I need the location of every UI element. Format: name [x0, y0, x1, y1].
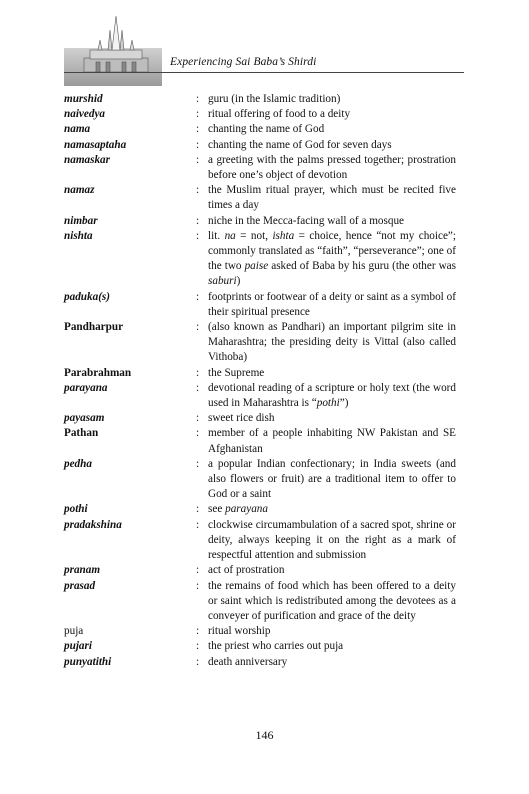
definition-text: = not, — [235, 229, 273, 242]
entry-separator: : — [196, 290, 200, 303]
glossary-term: Pathan — [64, 427, 99, 440]
glossary-term: payasam — [64, 412, 105, 425]
entry-separator: : — [196, 503, 200, 516]
glossary-entry — [64, 426, 456, 456]
entry-separator: : — [196, 427, 200, 440]
glossary-entry — [64, 138, 456, 153]
glossary-term: nishta — [64, 229, 93, 242]
glossary-entry — [64, 381, 456, 411]
definition-text: clockwise circumambulation of a sacred spot, shrine or deity, always keeping it on the right as a mark of respectful attention and submission — [208, 518, 456, 562]
definition-text: a greeting with the palms pressed together; prostration before one’s object of devotion — [208, 153, 456, 182]
entry-separator: : — [196, 366, 200, 379]
glossary-entry — [64, 183, 456, 213]
glossary-entry — [64, 107, 456, 122]
entry-separator: : — [196, 625, 200, 638]
definition-text: ritual worship — [208, 625, 271, 638]
header-rule — [64, 72, 464, 73]
glossary-entry — [64, 502, 456, 517]
definition-text: devotional reading of a scripture or holy text (the word used in Maharashtra is “ — [208, 381, 456, 410]
glossary-definition — [208, 320, 456, 366]
glossary-entry — [64, 563, 456, 578]
glossary-definition — [208, 107, 456, 122]
entry-separator: : — [196, 123, 200, 136]
glossary-definition — [208, 411, 456, 426]
page-number: 146 — [255, 728, 274, 742]
definition-italic-term: paise — [244, 260, 269, 273]
entry-separator: : — [196, 229, 200, 242]
definition-text: the priest who carries out puja — [208, 640, 344, 653]
entry-separator: : — [196, 518, 200, 531]
header-title: Experiencing Sai Baba’s Shirdi — [170, 56, 317, 68]
glossary-term: parayana — [64, 381, 108, 394]
glossary-definition — [208, 502, 456, 517]
glossary-definition — [208, 639, 456, 654]
entry-separator: : — [196, 381, 200, 394]
definition-text: the Supreme — [208, 366, 265, 379]
entry-separator: : — [196, 579, 200, 592]
definition-text: death anniversary — [208, 655, 288, 668]
glossary-term: pujari — [64, 640, 92, 653]
entry-separator: : — [196, 214, 200, 227]
glossary-term: pothi — [64, 503, 88, 516]
entry-separator: : — [196, 108, 200, 121]
definition-text: ”) — [339, 397, 349, 410]
definition-text: lit. — [208, 229, 225, 242]
glossary-entry — [64, 320, 456, 366]
glossary-term: namaskar — [64, 153, 111, 166]
glossary-term: nimbar — [64, 214, 98, 227]
definition-text: the remains of food which has been offered to a deity or saint which is redistributed among the devotees as a conveyer of purification and grace of the deity — [208, 579, 456, 622]
definition-text: (also known as Pandhari) an important pilgrim site in Maharashtra; the presiding deity is Vittal (also called Vithoba) — [208, 321, 456, 364]
entry-separator: : — [196, 153, 200, 166]
glossary-definition — [208, 290, 456, 320]
glossary-definition — [208, 457, 456, 503]
glossary-entry — [64, 624, 456, 639]
entry-separator: : — [196, 93, 200, 105]
definition-italic-term: ishta — [272, 229, 295, 242]
definition-italic-term: parayana — [225, 503, 268, 516]
temple-icon — [76, 14, 156, 76]
definition-text: ) — [236, 275, 241, 288]
glossary-term: Pandharpur — [64, 321, 124, 334]
definition-text: ritual offering of food to a deity — [208, 108, 351, 121]
glossary-entry — [64, 229, 456, 290]
glossary-term: pranam — [64, 564, 101, 577]
definition-text: chanting the name of God — [208, 123, 325, 136]
glossary-term: namaz — [64, 184, 95, 197]
glossary-term: pradakshina — [64, 518, 122, 531]
entry-separator: : — [196, 184, 200, 197]
glossary-definition — [208, 183, 456, 213]
definition-text: footprints or footwear of a deity or saint as a symbol of their spiritual presence — [208, 290, 456, 318]
glossary-entry — [64, 92, 456, 107]
glossary-entry — [64, 518, 456, 564]
glossary-definition — [208, 518, 456, 564]
glossary-definition — [208, 229, 456, 290]
glossary-entry — [64, 639, 456, 654]
definition-text: = choice, hence “not my choice”; commonly translated as “faith”, “perseverance”; one of the two — [208, 229, 457, 273]
glossary-definition — [208, 579, 456, 625]
definition-text: chanting the name of God for seven days — [208, 138, 392, 151]
glossary-term: puja — [64, 625, 84, 638]
entry-separator: : — [196, 640, 200, 653]
definition-italic-term: na — [224, 229, 236, 242]
glossary-definition — [208, 563, 456, 578]
definition-text: see — [208, 503, 226, 516]
glossary-entry — [64, 122, 456, 137]
running-header — [64, 14, 464, 74]
glossary-entry — [64, 366, 456, 381]
definition-text: the Muslim ritual prayer, which must be recited five times a day — [208, 184, 456, 212]
glossary-term: murshid — [64, 93, 103, 105]
entry-separator: : — [196, 138, 200, 151]
glossary-entry — [64, 457, 456, 503]
glossary-definition — [208, 92, 456, 107]
glossary-term: pedha — [64, 457, 92, 470]
glossary-definition — [208, 624, 456, 639]
glossary-term: namasaptaha — [64, 138, 127, 151]
definition-italic-term: saburi — [208, 275, 237, 288]
entry-separator: : — [196, 655, 200, 668]
entry-separator: : — [196, 564, 200, 577]
glossary-definition — [208, 138, 456, 153]
glossary-definition — [208, 122, 456, 137]
glossary-entry — [64, 579, 456, 625]
glossary-term: prasad — [64, 579, 96, 592]
glossary-term: punyatithi — [64, 655, 112, 668]
glossary-definition — [208, 381, 456, 411]
glossary-entry — [64, 214, 456, 229]
glossary-entry — [64, 411, 456, 426]
glossary-definition — [208, 153, 456, 183]
glossary-definition — [208, 426, 456, 456]
definition-text: member of a people inhabiting NW Pakistan and SE Afghanistan — [208, 427, 456, 455]
glossary-entry — [64, 655, 456, 670]
definition-text: a popular Indian confectionary; in India sweets (and also flowers or fruit) are a traditional item to offer to God or a saint — [208, 457, 456, 501]
entry-separator: : — [196, 457, 200, 470]
entry-separator: : — [196, 412, 200, 425]
glossary-term: paduka(s) — [64, 290, 110, 303]
entry-separator: : — [196, 321, 200, 334]
glossary-definition — [208, 366, 456, 381]
glossary-definition — [208, 655, 456, 670]
glossary-term: nama — [64, 123, 91, 136]
definition-text: niche in the Mecca-facing wall of a mosque — [208, 214, 405, 227]
glossary-term: naivedya — [64, 108, 106, 121]
glossary-term: Parabrahman — [64, 366, 132, 379]
glossary-definition — [208, 214, 456, 229]
glossary-entry — [64, 153, 456, 183]
definition-text: guru (in the Islamic tradition) — [208, 93, 341, 105]
definition-text: act of prostration — [208, 564, 285, 577]
definition-italic-term: pothi — [316, 397, 340, 410]
definition-text: asked of Baba by his guru (the other was — [268, 260, 456, 273]
glossary-list — [64, 92, 456, 670]
definition-text: sweet rice dish — [208, 412, 275, 425]
glossary-entry — [64, 290, 456, 320]
